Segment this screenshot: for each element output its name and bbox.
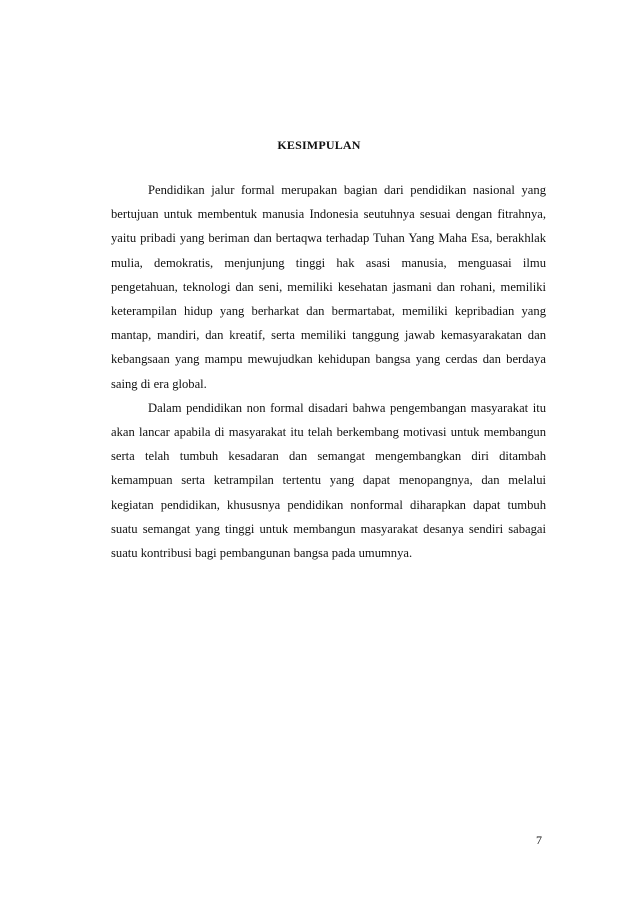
paragraph-1: Pendidikan jalur formal merupakan bagian dari pendidikan nasional yang bertujuan untuk membentuk manusia Indonesia seutuhnya sesuai dengan fitrahnya, yaitu pribadi yang beriman dan bertaqwa terhadap Tuhan Yang Maha Esa, berakhlak mulia, demokratis, menjunjung tinggi hak asasi manusia, menguasai ilmu pengetahuan, teknologi dan seni, memiliki kesehatan jasmani dan rohani, memiliki keterampilan hidup yang berharkat dan bermartabat, memiliki kepribadian yang mantap, mandiri, dan kreatif, serta memiliki tanggung jawab kemasyarakatan dan kebangsaan yang mampu mewujudkan kehidupan bangsa yang cerdas dan berdaya saing di era global. — [111, 183, 546, 391]
body-text — [111, 178, 546, 565]
page-number: 7 — [536, 833, 542, 847]
page-title: KESIMPULAN — [277, 138, 361, 152]
paragraph-2: Dalam pendidikan non formal disadari bahwa pengembangan masyarakat itu akan lancar apabila di masyarakat itu telah berkembang motivasi untuk membangun serta telah tumbuh kesadaran dan semangat mengembangkan diri ditambah kemampuan serta ketrampilan tertentu yang dapat menopangnya, dan melalui kegiatan pendidikan, khususnya pendidikan nonformal diharapkan dapat tumbuh suatu semangat yang tinggi untuk membangun masyarakat desanya sendiri sabagai suatu kontribusi bagi pembangunan bangsa pada umumnya. — [111, 400, 546, 561]
